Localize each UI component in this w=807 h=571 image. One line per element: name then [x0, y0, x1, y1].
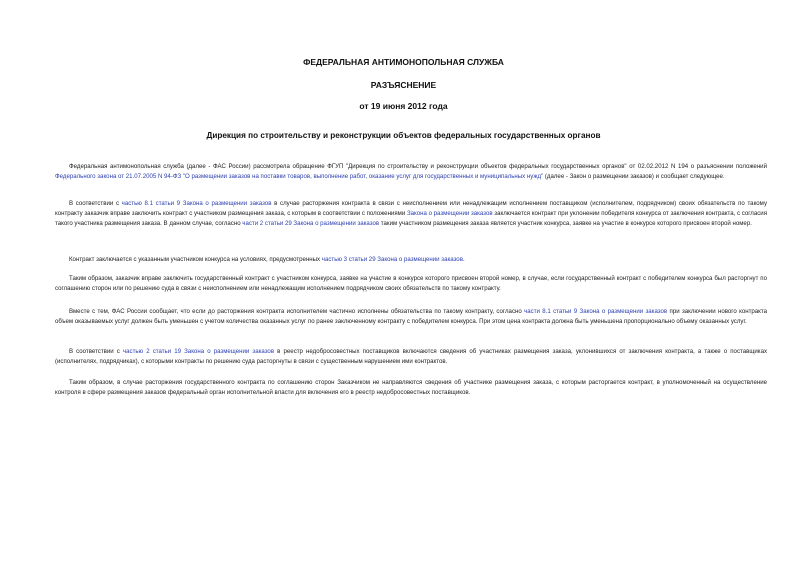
- article-9-part-8-1-link[interactable]: частью 8.1 статьи 9 Закона о размещении заказов: [121, 200, 272, 207]
- paragraph-5: [55, 307, 767, 327]
- paragraph-6: [55, 347, 767, 367]
- paragraph-text: В соответствии с: [69, 200, 122, 207]
- paragraph-3: [55, 255, 767, 265]
- article-19-part-2-link[interactable]: частью 2 статьи 19 Закона о размещении заказов: [122, 348, 275, 355]
- document-title: Дирекция по строительству и реконструкции объектов федеральных государственных органов: [206, 131, 601, 140]
- article-29-part-3-link[interactable]: частью 3 статьи 29 Закона о размещении заказов: [321, 256, 463, 263]
- paragraph-text: Таким образом, в случае расторжения государственного контракта по соглашению сторон Заказчиком не направляются сведения об участнике размещения заказа, с которым расторгается контракт, в уполномоченный на осуществление контроля в сфере размещения заказов федеральный орган исполнительной власти для включения его в реестр недобросовестных поставщиков.: [55, 379, 767, 396]
- paragraph-2: [55, 199, 767, 229]
- paragraph-text: Федеральная антимонопольная служба (далее - ФАС России) рассмотрела обращение ФГУП "Дирекция по строительству и реконструкции объектов федеральных государственных органов" от 02.02.2012 N 194 о разъяснении положений: [69, 163, 767, 170]
- procurement-law-link[interactable]: Закона о размещении заказов: [406, 210, 493, 217]
- document-date: от 19 июня 2012 года: [359, 101, 448, 111]
- article-9-part-8-1-link[interactable]: части 8.1 статьи 9 Закона о размещении заказов: [524, 308, 668, 315]
- paragraph-1: [55, 162, 767, 182]
- document-type-heading: РАЗЪЯСНЕНИЕ: [370, 80, 437, 90]
- article-29-part-2-link[interactable]: части 2 статьи 29 Закона о размещении заказов: [242, 220, 380, 227]
- paragraph-text: заключается контракт при уклонении победителя конкурса от заключения контракта, с согласия такого участника размещения заказа. В данном случае, согласно: [55, 210, 768, 227]
- paragraph-text: в реестр недобросовестных поставщиков включаются сведения об участниках размещения заказа, уклонившихся от заключения контракта, а также о поставщиках (исполнителях, подрядчиках), с которыми контракты по решению суда расторгнуты в связи с существенным нарушением ими контрактов.: [55, 348, 767, 365]
- paragraph-text: В соответствии с: [69, 348, 123, 355]
- paragraph-text: Таким образом, заказчик вправе заключить государственный контракт с участником конкурса, заявке на участие в конкурсе которого присвоен второй номер, в случае, если государственный контракт с победителем конкурса был расторгнут по соглашению сторон или по решению суда в связи с неисполнением или ненадлежащим исполнением подрядчиком своих обязательств по такому контракту.: [55, 275, 767, 292]
- paragraph-text: (далее - Закон о размещении заказов) и сообщает следующее.: [543, 173, 725, 180]
- paragraph-7: [55, 378, 767, 398]
- paragraph-text: Контракт заключается с указанным участником конкурса на условиях, предусмотренных: [69, 256, 322, 263]
- paragraph-text: Вместе с тем, ФАС России сообщает, что если до расторжения контракта исполнителем частично исполнены обязательства по такому контракту, согласно: [69, 308, 525, 315]
- law-94fz-link[interactable]: Федерального закона от 21.07.2005 N 94-ФЗ "О размещении заказов на поставки товаров, выполнение работ, оказание услуг для государственных и муниципальных нужд": [55, 173, 544, 180]
- paragraph-text: таким участником размещения заказа является участник конкурса, заявке на участие в конкурсе которого присвоен второй номер.: [379, 220, 752, 227]
- paragraph-text: при заключении нового контракта объем оказываемых услуг должен быть уменьшен с учетом количества оказанных услуг по ранее заключенному контракту с победителем конкурса. При этом цена контракта должна быть уменьшена пропорционально объему оказанных услуг.: [55, 308, 767, 325]
- paragraph-text: .: [462, 256, 465, 263]
- paragraph-text: в случае расторжения контракта в связи с неисполнением или ненадлежащим исполнением поставщиком (исполнителем, подрядчиком) своих обязательств по такому контракту заказчик вправе заключить контракт с участником размещения заказа, с которым в соответствии с положениями: [55, 200, 767, 217]
- paragraph-4: [55, 274, 767, 294]
- agency-heading: ФЕДЕРАЛЬНАЯ АНТИМОНОПОЛЬНАЯ СЛУЖБА: [303, 57, 504, 67]
